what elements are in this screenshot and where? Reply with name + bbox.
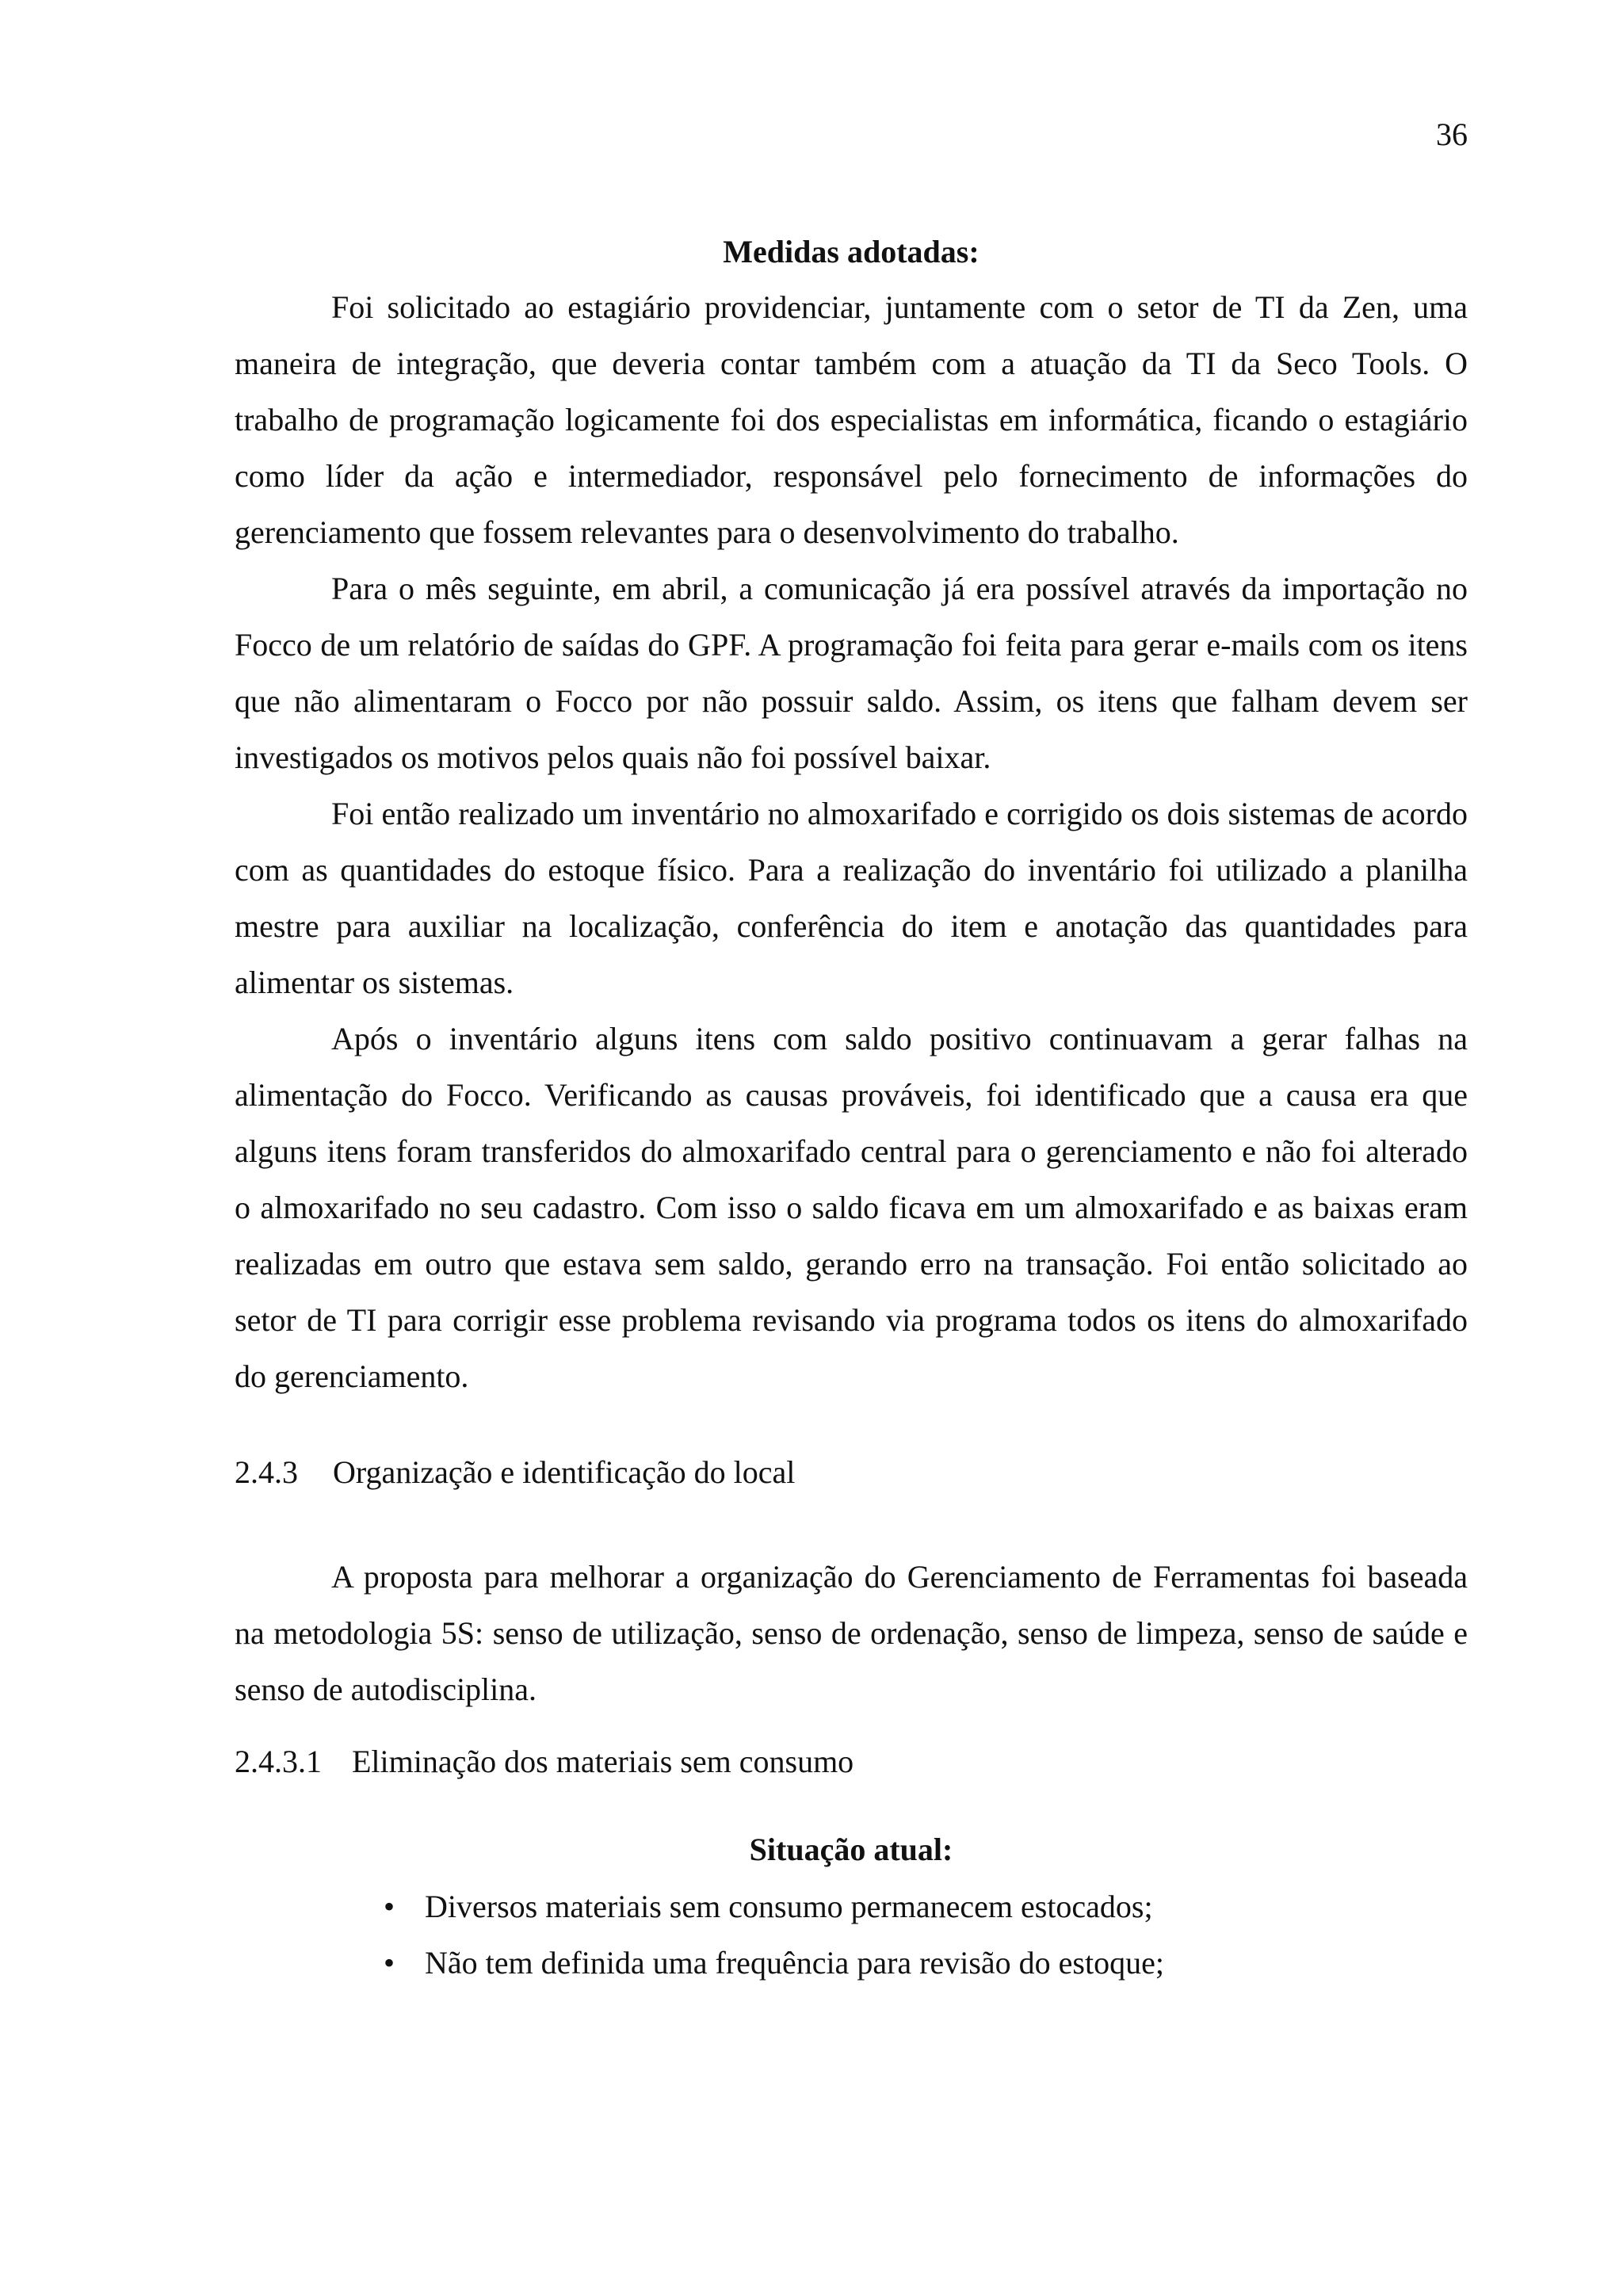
section-heading-2-4-3 — [235, 1454, 1468, 1492]
paragraph: Foi então realizado um inventário no almoxarifado e corrigido os dois sistemas de acordo com as quantidades do estoque físico. Para a realização do inventário foi utilizado a planilha mestre para auxiliar na localização, conferência do item e anotação das quantidades para alimentar os sistemas. — [235, 796, 1468, 1000]
page-number: 36 — [1436, 117, 1468, 152]
paragraph: Para o mês seguinte, em abril, a comunicação já era possível através da importação no Focco de um relatório de saídas do GPF. A programação foi feita para gerar e-mails com os itens que não alimentaram o Focco por não possuir saldo. Assim, os itens que falham devem ser investigados os motivos pelos quais não foi possível baixar. — [235, 571, 1468, 775]
section-title: Organização e identificação do local — [333, 1454, 796, 1490]
situacao-heading: Situação atual: — [749, 1832, 953, 1867]
section-number: 2.4.3 — [235, 1454, 298, 1490]
list-item — [235, 1878, 1468, 1935]
paragraph: Foi solicitado ao estagiário providenciar, juntamente com o setor de TI da Zen, uma maneira de integração, que deveria contar também com a atuação da TI da Seco Tools. O trabalho de programação logicamente foi dos especialistas em informática, ficando o estagiário como líder da ação e intermediador, responsável pelo fornecimento de informações do gerenciamento que fossem relevantes para o desenvolvimento do trabalho. — [235, 289, 1468, 550]
bullet-icon: • — [383, 1889, 395, 1924]
paragraph: A proposta para melhorar a organização do Gerenciamento de Ferramentas foi baseada na metodologia 5S: senso de utilização, senso de ordenação, senso de limpeza, senso de saúde e senso de autodisciplina. — [235, 1559, 1468, 1707]
medidas-body — [235, 279, 1468, 1404]
bullet-icon: • — [383, 1945, 395, 1981]
section-heading-2-4-3-1 — [235, 1743, 1468, 1781]
paragraph: Após o inventário alguns itens com saldo positivo continuavam a gerar falhas na alimentação do Focco. Verificando as causas prováveis, foi identificado que a causa era que alguns itens foram transferidos do almoxarifado central para o gerenciamento e não foi alterado o almoxarifado no seu cadastro. Com isso o saldo ficava em um almoxarifado e as baixas eram realizadas em outro que estava sem saldo, gerando erro na transação. Foi então solicitado ao setor de TI para corrigir esse problema revisando via programa todos os itens do almoxarifado do gerenciamento. — [235, 1021, 1468, 1394]
section-title: Eliminação dos materiais sem consumo — [352, 1744, 854, 1779]
section-2-4-3-body — [235, 1549, 1468, 1717]
list-item — [235, 1935, 1468, 1991]
section-number: 2.4.3.1 — [235, 1744, 322, 1779]
list-item-text: Não tem definida uma frequência para revisão do estoque; — [425, 1945, 1164, 1981]
list-item-text: Diversos materiais sem consumo permanecem estocados; — [425, 1889, 1153, 1924]
situacao-list-container — [235, 1878, 1468, 1991]
bullet-list — [235, 1878, 1468, 1991]
medidas-heading: Medidas adotadas: — [723, 234, 980, 269]
